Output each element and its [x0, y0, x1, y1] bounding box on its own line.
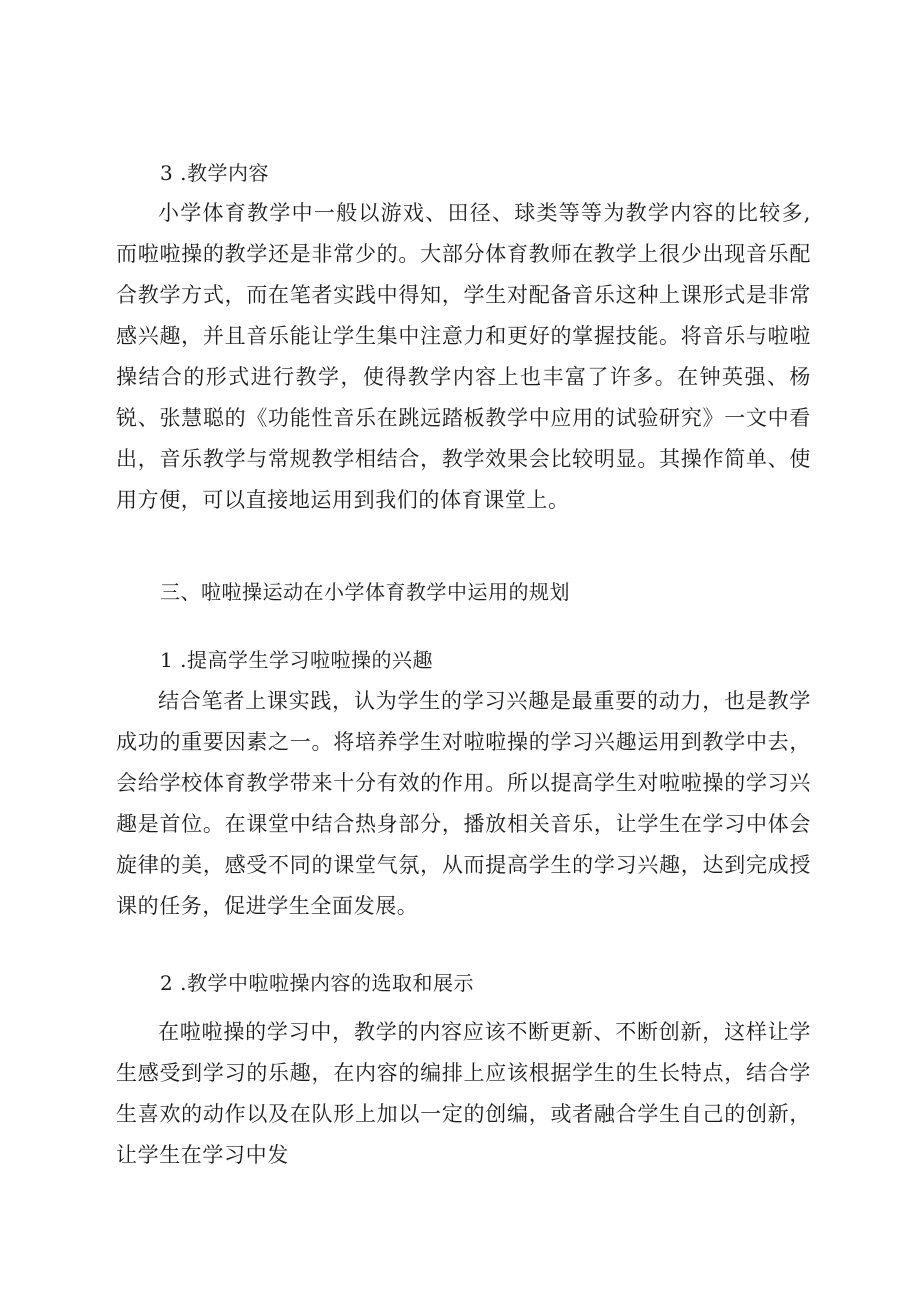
- section-3-paragraph: 小学体育教学中一般以游戏、田径、球类等等为教学内容的比较多,而啦啦操的教学还是非常少的。大部分体育教师在教学上很少出现音乐配合教学方式，而在笔者实践中得知，学生对配备音乐这种上课形式是非常感兴趣，并且音乐能让学生集中注意力和更好的掌握技能。将音乐与啦啦操结合的形式进行教学，使得教学内容上也丰富了许多。在钟英强、杨锐、张慧聪的《功能性音乐在跳远踏板教学中应用的试验研究》一文中看出，音乐教学与常规教学相结合，教学效果会比较明显。其操作简单、使用方便，可以直接地运用到我们的体育课堂上。: [116, 201, 811, 512]
- section-3-heading: 3 .教学内容: [160, 161, 269, 185]
- subsection-1-heading: 1 .提高学生学习啦啦操的兴趣: [160, 648, 433, 672]
- subsection-1-paragraph: 结合笔者上课实践，认为学生的学习兴趣是最重要的动力，也是教学成功的重要因素之一。将培养学生对啦啦操的学习兴趣运用到教学中去，会给学校体育教学带来十分有效的作用。所以提高学生对啦啦操的学习兴趣是首位。在课堂中结合热身部分，播放相关音乐，让学生在学习中体会旋律的美，感受不同的课堂气氛，从而提高学生的学习兴趣，达到完成授课的任务，促进学生全面发展。: [116, 689, 811, 918]
- subsection-2-heading: 2 .教学中啦啦操内容的选取和展示: [160, 971, 474, 995]
- subsection-2-paragraph: 在啦啦操的学习中，教学的内容应该不断更新、不断创新，这样让学生感受到学习的乐趣，在内容的编排上应该根据学生的生长特点，结合学生喜欢的动作以及在队形上加以一定的创编，或者融合学生自己的创新，让学生在学习中发: [116, 1020, 811, 1167]
- part-3-heading: 三、啦啦操运动在小学体育教学中运用的规划: [160, 580, 570, 604]
